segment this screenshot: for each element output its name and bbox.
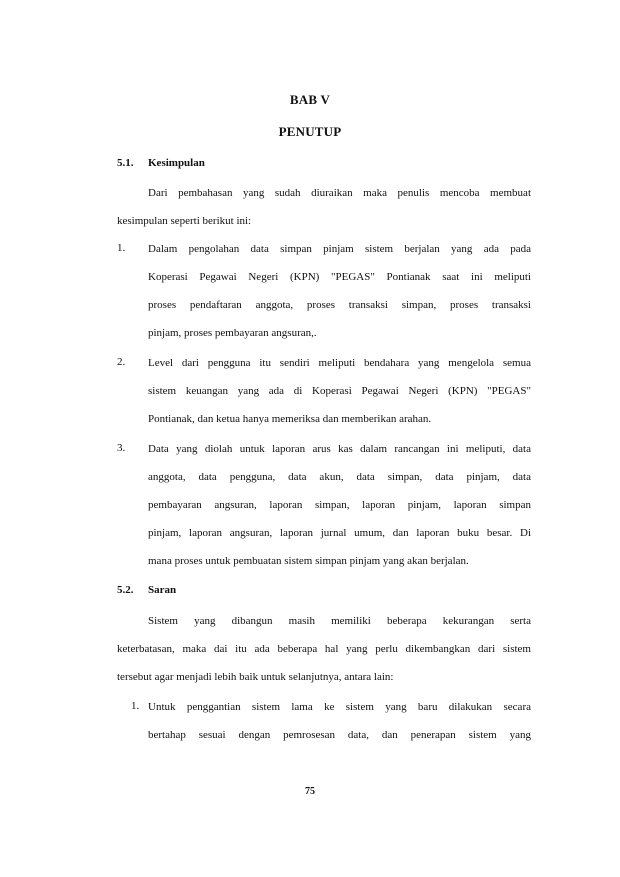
chapter-label: BAB V <box>289 92 331 107</box>
paragraph-line: keterbatasan, maka dai itu ada beberapa hal yang perlu dikembangkan dari sistem <box>117 643 531 655</box>
list-item-line: Dalam pengolahan data simpan pinjam sistem berjalan yang ada pada <box>148 243 531 255</box>
list-item-line: anggota, data pengguna, data akun, data simpan, data pinjam, data <box>148 471 531 483</box>
list-item-number: 1. <box>117 242 126 254</box>
paragraph-line: Sistem yang dibangun masih memiliki beberapa kekurangan serta <box>148 615 531 627</box>
section-heading-saran <box>117 584 176 596</box>
section-number: 5.1. <box>117 157 134 169</box>
list-item-line: Koperasi Pegawai Negeri (KPN) "PEGAS" Pontianak saat ini meliputi <box>148 271 531 283</box>
chapter-title: PENUTUP <box>278 124 342 139</box>
list-item-line: Data yang diolah untuk laporan arus kas dalam rancangan ini meliputi, data <box>148 443 531 455</box>
list-item-line: bertahap sesuai dengan pemrosesan data, dan penerapan sistem yang <box>148 729 531 741</box>
paragraph-line: tersebut agar menjadi lebih baik untuk selanjutnya, antara lain: <box>117 671 394 683</box>
list-item-number: 3. <box>117 442 126 454</box>
section-heading-kesimpulan <box>117 157 205 169</box>
paragraph-line: kesimpulan seperti berikut ini: <box>117 215 252 227</box>
list-item-number: 1. <box>131 700 140 712</box>
list-item-line: Pontianak, dan ketua hanya memeriksa dan memberikan arahan. <box>148 413 432 425</box>
list-item-line: mana proses untuk pembuatan sistem simpan pinjam yang akan berjalan. <box>148 555 469 567</box>
page-number: 75 <box>305 786 315 797</box>
list-item-line: proses pendaftaran anggota, proses transaksi simpan, proses transaksi <box>148 299 531 311</box>
section-title: Kesimpulan <box>148 157 205 169</box>
list-item-line: pinjam, laporan angsuran, laporan jurnal umum, dan laporan buku besar. Di <box>148 527 531 539</box>
section-title: Saran <box>148 584 177 596</box>
list-item-line: Untuk penggantian sistem lama ke sistem yang baru dilakukan secara <box>148 701 531 713</box>
list-item-line: pembayaran angsuran, laporan simpan, laporan pinjam, laporan simpan <box>148 499 531 511</box>
list-item-line: pinjam, proses pembayaran angsuran,. <box>148 327 317 339</box>
paragraph-line: Dari pembahasan yang sudah diuraikan maka penulis mencoba membuat <box>148 187 531 199</box>
list-item-line: sistem keuangan yang ada di Koperasi Pegawai Negeri (KPN) "PEGAS" <box>148 385 531 397</box>
section-number: 5.2. <box>117 584 134 596</box>
list-item-line: Level dari pengguna itu sendiri meliputi bendahara yang mengelola semua <box>148 357 531 369</box>
list-item-number: 2. <box>117 356 126 368</box>
